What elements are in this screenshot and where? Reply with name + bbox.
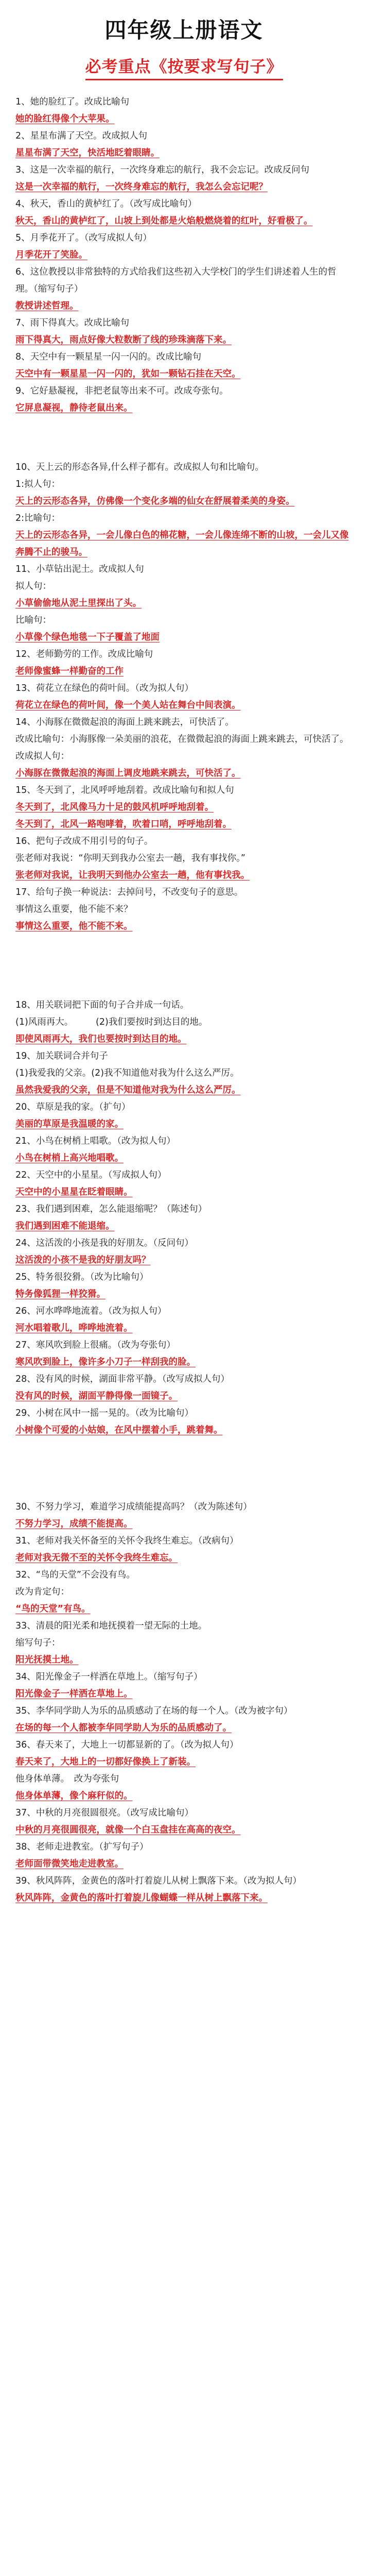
answer-line: 虽然我爱我的父亲，但是不知道他对我为什么这么严厉。 (15, 1085, 241, 1096)
question-line: 16、把句子改成不用引号的句子。 (15, 836, 153, 847)
exercise-line (15, 1303, 353, 1320)
question-line: 36、春天来了，大地上一切都显新的了。（改为拟人句） (15, 1740, 239, 1751)
exercise-line (15, 595, 353, 612)
answer-line: 老师像蜜蜂一样勤奋的工作 (15, 666, 124, 677)
question-line: 张老师对我说：“你明天到我办公室去一趟，我有事找你。” (15, 853, 245, 864)
answer-line: 事情这么重要，他不能不来。 (15, 921, 133, 932)
exercise-line (15, 748, 353, 765)
answer-line: 老师对我无微不至的关怀令我终生难忘。 (15, 1553, 178, 1564)
section-gap (15, 417, 353, 459)
exercise-line (15, 366, 353, 383)
exercise-line (15, 1252, 353, 1269)
answer-line: 她的脸红得像个大苹果。 (15, 114, 115, 125)
exercise-line (15, 731, 353, 748)
answer-line: 小草偷偷地从泥土里探出了头。 (15, 598, 142, 609)
answer-line: 小鸟在树梢上高兴地唱歌。 (15, 1153, 124, 1164)
answer-line: 美丽的草原是我温暖的家。 (15, 1119, 124, 1130)
question-line: 37、中秋的月亮很圆很亮。（改写成比喻句） (15, 1808, 194, 1819)
question-line: 13、荷花立在绿色的荷叶间。（改为拟人句） (15, 683, 194, 694)
page-subtitle: 必考重点《按要求写句子》 (85, 54, 283, 80)
question-line: 2:比喻句： (15, 513, 61, 524)
answer-line: 冬天到了，北风一路咆哮着，吹着口哨，呼呼地刮着。 (15, 819, 232, 830)
exercise-line (15, 527, 353, 561)
exercise-line (15, 833, 353, 850)
exercise-line (15, 646, 353, 663)
question-line: 20、草原是我的家。（扩句） (15, 1102, 131, 1113)
exercise-line (15, 196, 353, 213)
answer-line: 教授讲述哲理。 (15, 301, 79, 312)
question-line: 14、小海豚在微微起浪的海面上跳来跳去，可快活了。 (15, 717, 234, 728)
exercise-line (15, 1082, 353, 1099)
exercise-line (15, 264, 353, 298)
question-line: 3、这是一次幸福的航行，一次终身难忘的航行，我不会忘记。改成反问句 (15, 165, 310, 176)
exercise-line (15, 1584, 353, 1601)
answer-line: 即使风雨再大，我们也要按时到达目的地。 (15, 1034, 187, 1045)
question-line: 30、不努力学习，难道学习成绩能提高吗？（改为陈述句） (15, 1502, 252, 1513)
answer-line: 小海豚在微微起浪的海面上调皮地跳来跳去，可快活了。 (15, 768, 241, 779)
exercise-line (15, 1388, 353, 1405)
exercise-line (15, 578, 353, 595)
exercise-line (15, 1499, 353, 1516)
question-line: 比喻句： (15, 615, 51, 626)
exercise-line (15, 1150, 353, 1167)
question-line: 15、冬天到了，北风呼呼地刮着。改成比喻句和拟人句 (15, 785, 234, 796)
question-line: 26、河水哗哗地流着。（改为拟人句） (15, 1306, 167, 1317)
exercise-line (15, 901, 353, 918)
exercise-line (15, 1371, 353, 1388)
answer-line: 小草像个绿色地毯一下子覆盖了地面 (15, 632, 160, 643)
exercise-line (15, 765, 353, 782)
question-line: 5、月季花开了。（改写成拟人句） (15, 233, 152, 244)
question-line: 24、这活泼的小孩是我的好朋友。（反问句） (15, 1238, 194, 1249)
exercise-line (15, 1788, 353, 1805)
exercise-line (15, 1720, 353, 1737)
question-line: 11、小草钻出泥土。改成拟人句 (15, 564, 144, 575)
exercise-line (15, 1550, 353, 1567)
exercise-line (15, 1669, 353, 1686)
exercise-line (15, 1703, 353, 1720)
exercise-line (15, 349, 353, 366)
answer-line: 天上的云形态各异，仿佛像一个变化多端的仙女在舒展着柔美的身姿。 (15, 496, 295, 507)
question-line: 6、这位教授以非常独特的方式给我们这些初入大学校门的学生们讲述着人生的哲理。（缩写句子） (15, 267, 337, 295)
exercise-line (15, 1184, 353, 1201)
exercise-line (15, 1822, 353, 1839)
exercise-line (15, 884, 353, 901)
question-line: 38、老师走进教室。（扩写句子） (15, 1842, 149, 1853)
question-line: 拟人句： (15, 581, 51, 592)
exercise-line (15, 476, 353, 493)
question-line: 25、特务很狡猾。（改为比喻句） (15, 1272, 149, 1283)
answer-line: 小树像个可爱的小姑娘，在风中摆着小手，跳着舞。 (15, 1425, 223, 1436)
question-line: 39、秋风阵阵，金黄色的落叶打着旋儿从树上飘落下来。（改为拟人句） (15, 1876, 302, 1887)
question-line: 33、清晨的阳光柔和地抚摸着一望无际的土地。 (15, 1621, 207, 1632)
answer-line: 秋天，香山的黄栌红了，山坡上到处都是火焰般燃烧着的红叶，好看极了。 (15, 216, 313, 227)
exercise-line (15, 1014, 353, 1031)
exercise-line (15, 1099, 353, 1116)
question-line: 1:拟人句： (15, 479, 61, 490)
exercise-line (15, 1754, 353, 1771)
question-line: 34、阳光像金子一样洒在草地上。（缩写句子） (15, 1672, 203, 1683)
exercise-line (15, 298, 353, 315)
exercise-line (15, 850, 353, 867)
question-line: 7、雨下得真大。改成比喻句 (15, 318, 130, 329)
answer-line: 秋风阵阵，金黄色的落叶打着旋儿像蝴蝶一样从树上飘落下来。 (15, 1893, 268, 1904)
exercise-section (15, 997, 353, 1439)
exercise-line (15, 799, 353, 816)
question-line: 29、小树在风中一摇一晃的。（改为比喻句） (15, 1408, 194, 1419)
question-line: (1)风雨再大。 (2)我们要按时到达目的地。 (15, 1017, 208, 1028)
exercise-section (15, 94, 353, 417)
exercise-line (15, 1856, 353, 1873)
answer-line: 阳光抚摸土地。 (15, 1655, 79, 1666)
question-line: 事情这么重要，他不能不来？ (15, 904, 133, 915)
exercise-line (15, 1116, 353, 1133)
exercise-line (15, 1269, 353, 1286)
question-line: 28、没有风的时候，湖面非常平静。（改写成拟人句） (15, 1374, 230, 1385)
question-line: 他身体单薄。 改为夸张句 (15, 1774, 119, 1785)
exercise-line (15, 697, 353, 714)
answer-line: 老师面带微笑地走进教室。 (15, 1859, 124, 1870)
exercise-line (15, 459, 353, 476)
section-gap (15, 935, 353, 997)
exercise-line (15, 1201, 353, 1218)
question-line: 改成比喻句：小海豚像一朵美丽的浪花，在微微起浪的海面上跳来跳去，可快活了。 (15, 734, 349, 745)
exercise-line (15, 714, 353, 731)
answer-line: 天空中有一颗星星一闪一闪的，犹如一颗钻石挂在天空。 (15, 369, 241, 380)
question-line: 35、李华同学助人为乐的品质感动了在场的每一个人。（改为被字句） (15, 1706, 293, 1717)
exercise-line (15, 94, 353, 111)
exercise-line (15, 1839, 353, 1856)
exercise-line (15, 629, 353, 646)
answer-line: 我们遇到困难不能退缩。 (15, 1221, 115, 1232)
question-line: 4、秋天，香山的黄栌红了。（改写成比喻句） (15, 199, 197, 210)
exercise-line (15, 1031, 353, 1048)
question-line: 27、寒风吹到脸上很痛。（改为夸张句） (15, 1340, 176, 1351)
exercise-line (15, 128, 353, 145)
exercise-line (15, 247, 353, 264)
exercise-section (15, 459, 353, 935)
exercise-line (15, 1686, 353, 1703)
answer-line: 他身体单薄，像个麻秆似的。 (15, 1791, 133, 1802)
exercise-line (15, 213, 353, 230)
exercise-line (15, 1065, 353, 1082)
exercise-list (15, 94, 353, 1907)
answer-line: 寒风吹到脸上，像许多小刀子一样刮我的脸。 (15, 1357, 196, 1368)
exercise-line (15, 1652, 353, 1669)
question-line: 改为肯定句： (15, 1587, 69, 1598)
question-line: 缩写句子： (15, 1638, 61, 1649)
exercise-line (15, 1516, 353, 1533)
answer-line: 没有风的时候，湖面平静得像一面镜子。 (15, 1391, 178, 1402)
exercise-line (15, 510, 353, 527)
question-line: 31、老师对我关怀备至的关怀令我终生难忘。（改病句） (15, 1536, 239, 1547)
exercise-line (15, 1890, 353, 1907)
question-line: 32、“鸟的天堂”不会没有鸟。 (15, 1570, 135, 1581)
answer-line: 天上的云形态各异，一会儿像白色的棉花糖，一会儿像连绵不断的山坡，一会儿又像奔腾不止的骏马。 (15, 530, 349, 558)
answer-line: 星星布满了天空，快活地眨着眼睛。 (15, 148, 160, 159)
answer-line: 天空中的小星星在眨着眼睛。 (15, 1187, 133, 1198)
question-line: 2、星星布满了天空。改成拟人句 (15, 131, 148, 142)
answer-line: 春天来了，大地上的一切都好像换上了新装。 (15, 1757, 196, 1768)
answer-line: 月季花开了笑脸。 (15, 250, 87, 261)
exercise-line (15, 612, 353, 629)
answer-line: “鸟的天堂”有鸟。 (15, 1604, 91, 1615)
question-line: 23、我们遇到困难，怎么能退缩呢？（陈述句） (15, 1204, 207, 1215)
exercise-line (15, 997, 353, 1014)
answer-line: 荷花立在绿色的荷叶间，像一个美人站在舞台中间表演。 (15, 700, 241, 711)
exercise-line (15, 1133, 353, 1150)
exercise-line (15, 1737, 353, 1754)
exercise-line (15, 663, 353, 680)
question-line: 22、天空中的小星星。（写成拟人句） (15, 1170, 167, 1181)
exercise-line (15, 332, 353, 349)
page-title: 四年级上册语文 (104, 18, 263, 43)
exercise-line (15, 179, 353, 196)
answer-line: 这活泼的小孩不是我的好朋友吗？ (15, 1255, 151, 1266)
answer-line: 特务像狐狸一样狡猾。 (15, 1289, 105, 1300)
answer-line: 它屏息凝视，静待老鼠出来。 (15, 403, 133, 414)
question-line: 19、加关联词合并句子 (15, 1051, 108, 1062)
section-gap (15, 1439, 353, 1499)
exercise-line (15, 1618, 353, 1635)
exercise-line (15, 1533, 353, 1550)
exercise-line (15, 400, 353, 417)
exercise-line (15, 111, 353, 128)
exercise-line (15, 1635, 353, 1652)
exercise-line (15, 1422, 353, 1439)
question-line: 17、给句子换一种说法：去掉问号，不改变句子的意思。 (15, 887, 243, 898)
exercise-line (15, 1567, 353, 1584)
question-line: 12、老师勤劳的工作。改成比喻句 (15, 649, 153, 660)
exercise-line (15, 1405, 353, 1422)
exercise-line (15, 1354, 353, 1371)
exercise-line (15, 867, 353, 884)
answer-line: 河水唱着歌儿，哗哗地流着。 (15, 1323, 133, 1334)
answer-line: 在场的每一个人都被李华同学助人为乐的品质感动了。 (15, 1723, 232, 1734)
exercise-line (15, 680, 353, 697)
question-line: 改成拟人句： (15, 751, 69, 762)
exercise-line (15, 782, 353, 799)
question-line: (1)我爱我的父亲。(2)我不知道他对我为什么这么严厉。 (15, 1068, 239, 1079)
question-line: 9、它好悬凝视，非把老鼠等出来不可。改成夸张句。 (15, 386, 228, 397)
exercise-line (15, 1601, 353, 1618)
exercise-line (15, 315, 353, 332)
exercise-line (15, 1337, 353, 1354)
exercise-line (15, 1167, 353, 1184)
exercise-line (15, 1805, 353, 1822)
exercise-line (15, 918, 353, 935)
exercise-line (15, 1286, 353, 1303)
exercise-line (15, 816, 353, 833)
exercise-line (15, 493, 353, 510)
question-line: 1、她的脸红了。改成比喻句 (15, 97, 130, 108)
subtitle-wrap (15, 54, 353, 80)
answer-line: 中秋的月亮很圆很亮，就像一个白玉盘挂在高高的夜空。 (15, 1825, 241, 1836)
exercise-line (15, 162, 353, 179)
exercise-line (15, 1320, 353, 1337)
question-line: 8、天空中有一颗星星一闪一闪的。改成比喻句 (15, 352, 202, 363)
exercise-section (15, 1499, 353, 1907)
exercise-line (15, 561, 353, 578)
answer-line: 阳光像金子一样洒在草地上。 (15, 1689, 133, 1700)
exercise-line (15, 383, 353, 400)
answer-line: 张老师对我说，让我明天到他办公室去一趟，他有事找我。 (15, 870, 250, 881)
exercise-line (15, 230, 353, 247)
answer-line: 雨下得真大，雨点好像大粒数断了线的珍珠滴落下来。 (15, 335, 232, 346)
exercise-line (15, 1048, 353, 1065)
exercise-line (15, 145, 353, 162)
exercise-line (15, 1873, 353, 1890)
exercise-line (15, 1218, 353, 1235)
exercise-line (15, 1771, 353, 1788)
question-line: 18、用关联词把下面的句子合并成一句话。 (15, 1000, 189, 1011)
answer-line: 这是一次幸福的航行，一次终身难忘的航行，我怎么会忘记呢？ (15, 182, 268, 193)
question-line: 21、小鸟在树梢上唱歌。（改为拟人句） (15, 1136, 176, 1147)
answer-line: 冬天到了，北风像马力十足的鼓风机呼呼地刮着。 (15, 802, 214, 813)
answer-line: 不努力学习，成绩不能提高。 (15, 1519, 133, 1530)
question-line: 10、天上云的形态各异,什么样子都有。改成拟人句和比喻句。 (15, 462, 264, 473)
exercise-line (15, 1235, 353, 1252)
